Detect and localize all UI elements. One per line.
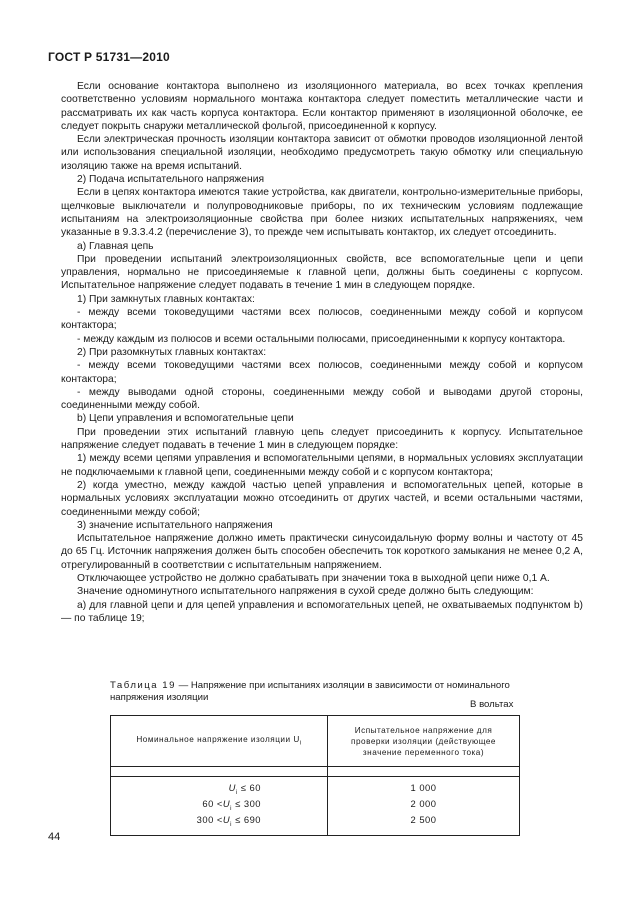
paragraph: 2) когда уместно, между каждой частью цепей управления и вспомогательных цепей, которые в нормальных условиях эксплуатации можно отсоединить от других частей, и всеми остальными частями, соединенными между собой; xyxy=(61,479,583,518)
table-caption-label: Таблица 19 xyxy=(110,680,176,691)
document-header: ГОСТ Р 51731—2010 xyxy=(48,50,170,64)
paragraph: Отключающее устройство не должно срабатывать при значении тока в выходной цепи ниже 0,1 А. xyxy=(77,572,550,584)
paragraph: - между всеми токоведущими частями всех полюсов, соединенными между собой и корпусом контактора; xyxy=(61,360,583,385)
table-cell: 2 500 xyxy=(410,814,437,825)
table-caption xyxy=(110,680,520,703)
document-body xyxy=(61,80,583,625)
table-cell: 1 000 xyxy=(410,782,437,793)
table-cell: $300 <U_i \le 690$ xyxy=(196,814,261,828)
paragraph: a) Главная цепь xyxy=(77,240,154,252)
paragraph: Если электрическая прочность изоляции контактора зависит от обмотки проводов изоляционной лентой или использования специальной изоляции, необходимо предусмотреть такую обмотку или специальную изоляцию также на время испытаний. xyxy=(61,134,583,172)
paragraph: Если основание контактора выполнено из изоляционного материала, во всех точках крепления соответственно условиям нормального монтажа контактора следует поместить металлические части и рассматривать их как часть корпуса контактора. Если контактор применяют в изоляционной оболочке, ее следует покрыть снаружи металлической фольгой, присоединенной к корпусу. xyxy=(61,81,583,132)
paragraph: При проведении испытаний электроизоляционных свойств, все вспомогательные цепи и цепи управления, нормально не присоединяемые к главной цепи, должны быть соединены с корпусом. Испытательное напряжение следует подавать в течение 1 мин в следующем порядке. xyxy=(61,253,583,292)
table-cell: $U_i \le 60$ xyxy=(228,782,261,796)
paragraph: При проведении этих испытаний главную цепь следует присоединить к корпусу. Испытательное напряжение следует подавать в течение 1 мин в следующем порядке: xyxy=(61,426,583,452)
paragraph: 2) При разомкнутых главных контактах: xyxy=(77,346,267,358)
paragraph: Если в цепях контактора имеются такие устройства, как двигатели, контрольно-измерительные приборы, щелчковые выключатели и полупроводниковые приборы, по их техническим условиям подлежащие испытаниям на электроизоляционные свойства при более низких испытательных напряжениях, чем указанные в 9.3.3.4.2 (перечисление 3), то прежде чем испытывать контактор, их следует отсоединить. xyxy=(61,187,583,239)
table-units: В вольтах xyxy=(470,699,514,710)
table-header-col1: Номинальное напряжение изоляции $U_i$ xyxy=(111,716,328,767)
table-col1-values xyxy=(111,777,328,836)
table-header-col2: Испытательное напряжение для проверки изоляции (действующее значение переменного тока) xyxy=(328,716,520,767)
paragraph: 1) между всеми цепями управления и вспомогательными цепями, в нормальных условиях эксплуатации не подключаемыми к главной цепи, соединенными между собой и с корпусом контактора; xyxy=(61,453,583,478)
table-cell: $60 <U_i \le 300$ xyxy=(202,798,261,812)
paragraph: - между каждым из полюсов и всеми остальными полюсами, присоединенными к корпусу контактора. xyxy=(77,333,566,345)
paragraph: Испытательное напряжение должно иметь практически синусоидальную форму волны и частоту от 45 до 65 Гц. Источник напряжения должен быть способен обеспечить ток короткого замыкания не менее 0,2 А, отрегулированный в соответствии с испытательным напряжением. xyxy=(61,533,583,571)
table-cell: 2 000 xyxy=(410,798,437,809)
page-number: 44 xyxy=(48,831,61,843)
paragraph: 2) Подача испытательного напряжения xyxy=(77,174,265,186)
paragraph: - между всеми токоведущими частями всех полюсов, соединенными между собой и корпусом контактора; xyxy=(61,307,583,332)
table-col2-values xyxy=(328,777,520,836)
paragraph: b) Цепи управления и вспомогательные цепи xyxy=(77,413,294,425)
table-caption-text: — Напряжение при испытаниях изоляции в зависимости от номинального напряжения изоляции xyxy=(110,680,510,703)
paragraph: - между выводами одной стороны, соединенными между собой и выводами другой стороны, соединенными между собой. xyxy=(61,386,583,412)
paragraph: a) для главной цепи и для цепей управления и вспомогательных цепей, не охватываемых подпунктом b) — по таблице 19; xyxy=(61,599,583,624)
voltage-table xyxy=(110,715,520,836)
paragraph: 3) значение испытательного напряжения xyxy=(77,519,273,531)
paragraph: Значение одноминутного испытательного напряжения в сухой среде должно быть следующим: xyxy=(77,586,534,598)
paragraph: 1) При замкнутых главных контактах: xyxy=(77,293,255,305)
